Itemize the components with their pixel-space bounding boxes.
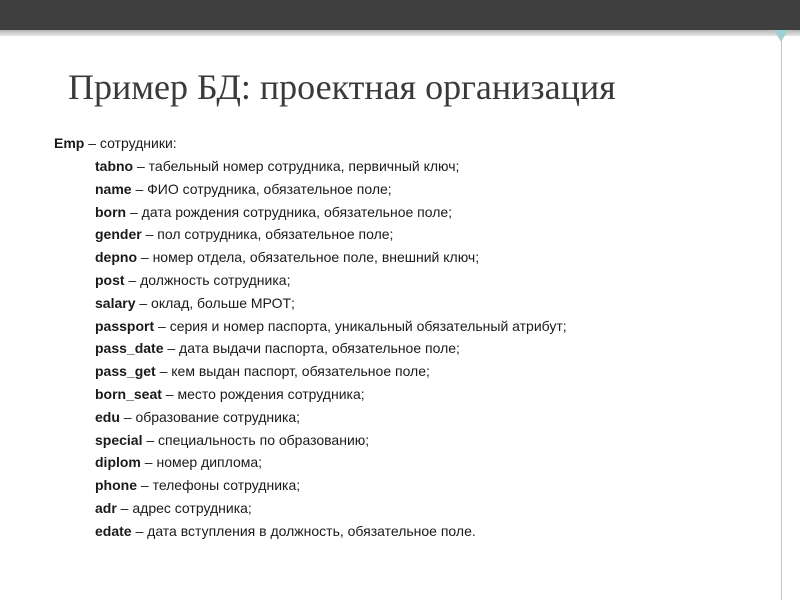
field-description: – дата выдачи паспорта, обязательное поле; — [163, 340, 460, 357]
field-item-gender — [95, 223, 567, 246]
entity-description: – сотрудники: — [84, 135, 177, 151]
field-item-edate — [95, 520, 567, 543]
field-name: gender — [95, 226, 142, 243]
slide-title: Пример БД: проектная организация — [68, 67, 616, 107]
field-name: pass_get — [95, 363, 156, 380]
field-description: – телефоны сотрудника; — [137, 477, 301, 494]
field-description: – ФИО сотрудника, обязательное поле; — [131, 180, 392, 197]
field-item-passport — [95, 315, 567, 338]
field-item-born — [95, 201, 567, 224]
field-description: – дата вступления в должность, обязательное поле. — [131, 522, 476, 539]
field-description: – номер диплома; — [140, 454, 263, 471]
right-divider — [781, 36, 782, 600]
field-name: edate — [95, 522, 132, 539]
field-item-phone — [95, 474, 567, 497]
field-description: – место рождения сотрудника; — [161, 385, 365, 402]
field-name: depno — [95, 249, 137, 266]
field-description: – специальность по образованию; — [142, 431, 370, 448]
field-item-tabno — [95, 155, 567, 178]
field-description: – дата рождения сотрудника, обязательное поле; — [126, 203, 453, 220]
field-name: special — [95, 431, 143, 448]
field-name: passport — [95, 317, 155, 334]
field-item-born-seat — [95, 383, 567, 406]
field-description: – должность сотрудника; — [124, 271, 291, 288]
field-name: post — [95, 271, 125, 288]
top-bar — [0, 0, 800, 30]
field-item-pass-date — [95, 337, 567, 360]
field-name: adr — [95, 499, 117, 516]
field-description: – кем выдан паспорт, обязательное поле; — [155, 363, 430, 380]
field-description: – пол сотрудника, обязательное поле; — [141, 226, 394, 243]
field-name: born_seat — [95, 385, 162, 402]
field-item-salary — [95, 292, 567, 315]
field-description: – адрес сотрудника; — [116, 499, 252, 516]
entity-name: Emp — [54, 135, 85, 151]
field-item-name — [95, 178, 567, 201]
field-name: salary — [95, 294, 136, 311]
entity-heading — [54, 132, 567, 155]
field-item-diplom — [95, 451, 567, 474]
field-item-pass-get — [95, 360, 567, 383]
field-name: diplom — [95, 454, 141, 471]
field-list — [54, 155, 567, 543]
slide-content — [54, 132, 567, 543]
field-name: tabno — [95, 158, 134, 174]
field-name: phone — [95, 477, 137, 494]
field-item-edu — [95, 406, 567, 429]
field-item-post — [95, 269, 567, 292]
field-description: – серия и номер паспорта, уникальный обязательный атрибут; — [154, 317, 567, 334]
field-name: name — [95, 180, 132, 197]
top-bar-accent — [0, 30, 800, 36]
field-description: – номер отдела, обязательное поле, внешний ключ; — [137, 249, 480, 266]
field-name: edu — [95, 408, 120, 425]
field-item-special — [95, 429, 567, 452]
field-name: pass_date — [95, 340, 164, 357]
field-name: born — [95, 203, 127, 220]
field-description: – оклад, больше МРОТ; — [135, 294, 295, 311]
field-item-adr — [95, 497, 567, 520]
field-description: – табельный номер сотрудника, первичный ключ; — [133, 158, 460, 174]
field-description: – образование сотрудника; — [119, 408, 301, 425]
field-item-depno — [95, 246, 567, 269]
